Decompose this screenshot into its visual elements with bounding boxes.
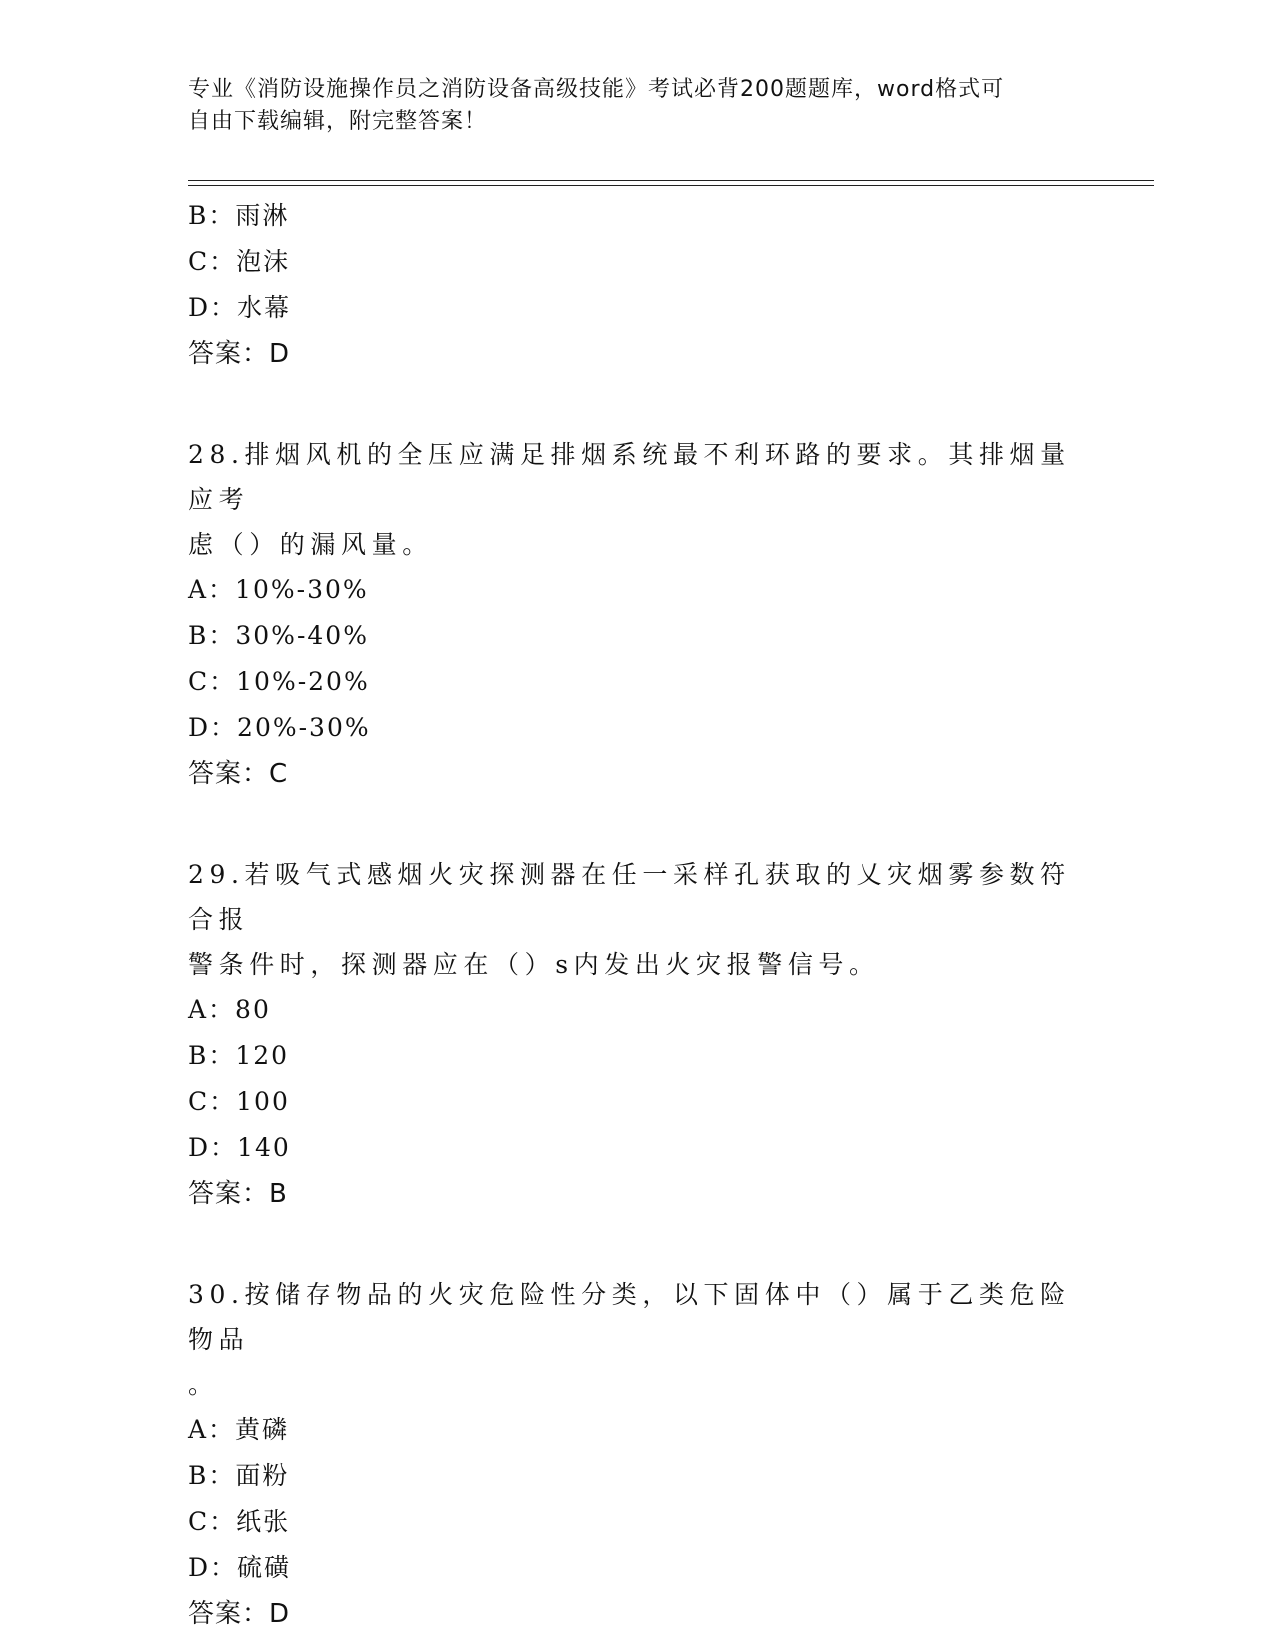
question-text-line-2: 。 xyxy=(188,1370,219,1399)
question-text-line-2: 虑（）的漏风量。 xyxy=(188,530,433,559)
option-b: B：雨淋 xyxy=(188,201,290,230)
option-b: B：面粉 xyxy=(188,1461,290,1490)
question-text xyxy=(188,1270,1088,1407)
answer: 答案：D xyxy=(188,339,291,369)
answer: 答案：D xyxy=(188,1599,291,1629)
option-a: A：黄磷 xyxy=(188,1415,290,1444)
question-text-line-1: 29.若吸气式感烟火灾探测器在任一采样孔获取的乂灾烟雾参数符合报 xyxy=(188,860,1071,934)
option-c: C：100 xyxy=(188,1087,290,1116)
header-divider-top xyxy=(188,180,1154,181)
question-text-line-1: 28.排烟风机的全压应满足排烟系统最不利环路的要求。其排烟量应考 xyxy=(188,440,1071,514)
option-b: B：30%-40% xyxy=(188,621,369,650)
option-d: D：水幕 xyxy=(188,293,292,322)
option-d: D：20%-30% xyxy=(188,713,371,742)
question-text xyxy=(188,850,1088,987)
option-d: D：140 xyxy=(188,1133,291,1162)
header-line-2: 自由下载编辑，附完整答案！ xyxy=(188,109,488,134)
question-30 xyxy=(188,1270,1088,1637)
question-28 xyxy=(188,430,1088,797)
question-29 xyxy=(188,850,1088,1217)
question-list xyxy=(188,193,1088,1637)
header-line-1: 专业《消防设施操作员之消防设备高级技能》考试必背200题题库，word格式可 xyxy=(188,77,1005,102)
document-header xyxy=(188,74,1068,138)
option-c: C：泡沫 xyxy=(188,247,291,276)
question-27-continued xyxy=(188,193,1088,377)
question-text-line-1: 30.按储存物品的火灾危险性分类，以下固体中（）属于乙类危险物品 xyxy=(188,1280,1071,1354)
option-c: C：10%-20% xyxy=(188,667,370,696)
option-b: B：120 xyxy=(188,1041,290,1070)
option-a: A：10%-30% xyxy=(188,575,369,604)
question-text-line-2: 警条件时，探测器应在（）s内发出火灾报警信号。 xyxy=(188,950,880,979)
answer: 答案：B xyxy=(188,1179,288,1209)
option-d: D：硫磺 xyxy=(188,1553,292,1582)
option-c: C：纸张 xyxy=(188,1507,291,1536)
question-text xyxy=(188,430,1088,567)
header-divider-bottom xyxy=(188,185,1154,186)
answer: 答案：C xyxy=(188,759,289,789)
option-a: A：80 xyxy=(188,995,271,1024)
